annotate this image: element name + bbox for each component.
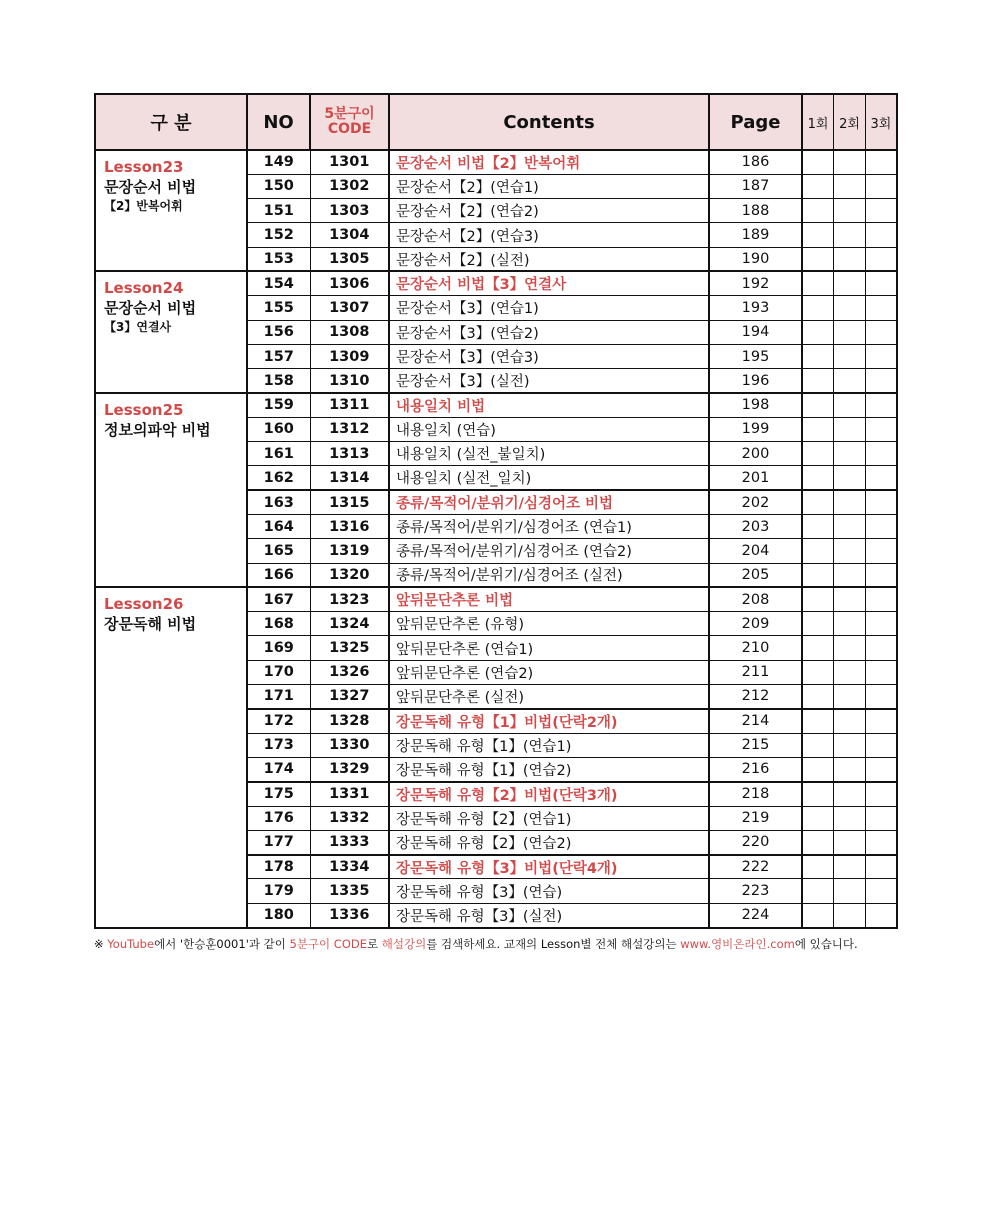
row-no: 150 — [247, 174, 310, 198]
footnote-site-link[interactable]: www.영비온라인.com — [680, 937, 795, 951]
row-code: 1320 — [310, 563, 389, 587]
round-1-checkbox-cell[interactable] — [802, 903, 834, 927]
round-2-checkbox-cell[interactable] — [834, 199, 866, 223]
round-2-checkbox-cell[interactable] — [834, 685, 866, 709]
row-content: 내용일치 (연습) — [389, 417, 709, 441]
row-page: 187 — [709, 174, 802, 198]
round-3-checkbox-cell[interactable] — [865, 660, 897, 684]
round-3-checkbox-cell[interactable] — [865, 393, 897, 417]
row-code: 1331 — [310, 782, 389, 806]
footnote-mark: ※ — [94, 937, 108, 951]
row-content: 문장순서 비법【2】반복어휘 — [389, 150, 709, 174]
row-code: 1315 — [310, 490, 389, 514]
row-content: 내용일치 비법 — [389, 393, 709, 417]
round-1-checkbox-cell[interactable] — [802, 417, 834, 441]
row-code: 1304 — [310, 223, 389, 247]
row-content: 문장순서【3】(연습1) — [389, 296, 709, 320]
row-no: 168 — [247, 612, 310, 636]
row-page: 190 — [709, 247, 802, 271]
row-code: 1328 — [310, 709, 389, 733]
round-1-checkbox-cell[interactable] — [802, 223, 834, 247]
row-content: 앞뒤문단추론 (유형) — [389, 612, 709, 636]
row-no: 170 — [247, 660, 310, 684]
round-2-checkbox-cell[interactable] — [834, 174, 866, 198]
round-3-checkbox-cell[interactable] — [865, 612, 897, 636]
round-1-checkbox-cell[interactable] — [802, 879, 834, 903]
round-2-checkbox-cell[interactable] — [834, 660, 866, 684]
footnote-text-3: 를 검색하세요. 교재의 Lesson별 전체 해설강의는 — [426, 937, 681, 951]
round-1-checkbox-cell[interactable] — [802, 806, 834, 830]
round-3-checkbox-cell[interactable] — [865, 709, 897, 733]
row-code: 1313 — [310, 442, 389, 466]
row-page: 202 — [709, 490, 802, 514]
row-code: 1324 — [310, 612, 389, 636]
round-3-checkbox-cell[interactable] — [865, 442, 897, 466]
table-row — [95, 587, 897, 611]
row-code: 1306 — [310, 271, 389, 295]
row-content: 장문독해 유형【1】(연습1) — [389, 733, 709, 757]
row-page: 189 — [709, 223, 802, 247]
round-1-checkbox-cell[interactable] — [802, 296, 834, 320]
row-content: 앞뒤문단추론 (실전) — [389, 685, 709, 709]
table-row — [95, 271, 897, 295]
row-code: 1312 — [310, 417, 389, 441]
row-code: 1327 — [310, 685, 389, 709]
row-no: 151 — [247, 199, 310, 223]
row-no: 174 — [247, 757, 310, 781]
footnote-youtube: YouTube — [107, 937, 155, 951]
row-content: 문장순서 비법【3】연결사 — [389, 271, 709, 295]
round-2-checkbox-cell[interactable] — [834, 320, 866, 344]
header-group: 구 분 — [95, 94, 247, 150]
lesson-title: 문장순서 비법 — [104, 299, 197, 318]
round-2-checkbox-cell[interactable] — [834, 757, 866, 781]
lesson-title: 정보의파악 비법 — [104, 420, 211, 439]
row-page: 188 — [709, 199, 802, 223]
row-code: 1307 — [310, 296, 389, 320]
header-no: NO — [247, 94, 310, 150]
round-1-checkbox-cell[interactable] — [802, 855, 834, 879]
row-code: 1329 — [310, 757, 389, 781]
round-3-checkbox-cell[interactable] — [865, 757, 897, 781]
row-content: 문장순서【3】(실전) — [389, 369, 709, 393]
row-no: 176 — [247, 806, 310, 830]
round-2-checkbox-cell[interactable] — [834, 612, 866, 636]
footnote-code: 5분구이 CODE — [289, 937, 368, 951]
row-page: 210 — [709, 636, 802, 660]
round-3-checkbox-cell[interactable] — [865, 806, 897, 830]
row-no: 167 — [247, 587, 310, 611]
round-1-checkbox-cell[interactable] — [802, 199, 834, 223]
round-3-checkbox-cell[interactable] — [865, 903, 897, 927]
row-page: 201 — [709, 466, 802, 490]
row-content: 앞뒤문단추론 비법 — [389, 587, 709, 611]
row-code: 1302 — [310, 174, 389, 198]
row-page: 219 — [709, 806, 802, 830]
row-content: 장문독해 유형【2】비법(단락3개) — [389, 782, 709, 806]
round-3-checkbox-cell[interactable] — [865, 855, 897, 879]
row-no: 158 — [247, 369, 310, 393]
row-no: 154 — [247, 271, 310, 295]
lesson-subtitle: 【3】연결사 — [104, 320, 172, 335]
round-2-checkbox-cell[interactable] — [834, 247, 866, 271]
lesson-subtitle: 【2】반복어휘 — [104, 199, 183, 213]
round-3-checkbox-cell[interactable] — [865, 344, 897, 368]
round-1-checkbox-cell[interactable] — [802, 636, 834, 660]
round-2-checkbox-cell[interactable] — [834, 490, 866, 514]
row-no: 166 — [247, 563, 310, 587]
round-1-checkbox-cell[interactable] — [802, 782, 834, 806]
row-content: 장문독해 유형【2】(연습2) — [389, 830, 709, 854]
round-3-checkbox-cell[interactable] — [865, 247, 897, 271]
header-contents: Contents — [389, 94, 709, 150]
row-page: 215 — [709, 733, 802, 757]
row-no: 172 — [247, 709, 310, 733]
row-content: 내용일치 (실전_불일치) — [389, 442, 709, 466]
footnote-text-2: 로 — [367, 937, 382, 951]
row-no: 175 — [247, 782, 310, 806]
row-page: 224 — [709, 903, 802, 927]
round-2-checkbox-cell[interactable] — [834, 830, 866, 854]
row-page: 209 — [709, 612, 802, 636]
row-no: 177 — [247, 830, 310, 854]
row-no: 165 — [247, 539, 310, 563]
row-code: 1325 — [310, 636, 389, 660]
lesson-label: Lesson23 — [104, 158, 184, 176]
row-content: 문장순서【2】(연습3) — [389, 223, 709, 247]
round-1-checkbox-cell[interactable] — [802, 320, 834, 344]
footnote-text-1: 에서 '한승훈0001'과 같이 — [154, 937, 290, 951]
row-no: 157 — [247, 344, 310, 368]
round-3-checkbox-cell[interactable] — [865, 879, 897, 903]
lesson-group-cell — [95, 150, 247, 271]
round-2-checkbox-cell[interactable] — [834, 271, 866, 295]
row-no: 171 — [247, 685, 310, 709]
round-2-checkbox-cell[interactable] — [834, 587, 866, 611]
round-3-checkbox-cell[interactable] — [865, 636, 897, 660]
header-row — [95, 94, 897, 150]
round-3-checkbox-cell[interactable] — [865, 369, 897, 393]
row-code: 1326 — [310, 660, 389, 684]
row-no: 161 — [247, 442, 310, 466]
header-round-2: 2회 — [834, 94, 866, 150]
round-2-checkbox-cell[interactable] — [834, 903, 866, 927]
round-2-checkbox-cell[interactable] — [834, 782, 866, 806]
row-content: 종류/목적어/분위기/심경어조 (실전) — [389, 563, 709, 587]
round-2-checkbox-cell[interactable] — [834, 855, 866, 879]
row-page: 199 — [709, 417, 802, 441]
lesson-label: Lesson25 — [104, 400, 184, 419]
round-1-checkbox-cell[interactable] — [802, 733, 834, 757]
row-code: 1333 — [310, 830, 389, 854]
row-content: 문장순서【2】(연습2) — [389, 199, 709, 223]
row-code: 1310 — [310, 369, 389, 393]
row-code: 1316 — [310, 514, 389, 538]
round-1-checkbox-cell[interactable] — [802, 174, 834, 198]
row-page: 220 — [709, 830, 802, 854]
round-3-checkbox-cell[interactable] — [865, 685, 897, 709]
round-3-checkbox-cell[interactable] — [865, 490, 897, 514]
row-code: 1309 — [310, 344, 389, 368]
row-content: 앞뒤문단추론 (연습2) — [389, 660, 709, 684]
row-code: 1335 — [310, 879, 389, 903]
row-page: 192 — [709, 271, 802, 295]
row-page: 193 — [709, 296, 802, 320]
lesson-label: Lesson26 — [104, 595, 184, 614]
row-content: 앞뒤문단추론 (연습1) — [389, 636, 709, 660]
round-2-checkbox-cell[interactable] — [834, 466, 866, 490]
row-page: 204 — [709, 539, 802, 563]
round-3-checkbox-cell[interactable] — [865, 296, 897, 320]
round-2-checkbox-cell[interactable] — [834, 150, 866, 174]
row-content: 문장순서【2】(연습1) — [389, 174, 709, 198]
row-content: 장문독해 유형【1】(연습2) — [389, 757, 709, 781]
round-3-checkbox-cell[interactable] — [865, 466, 897, 490]
row-page: 222 — [709, 855, 802, 879]
row-code: 1332 — [310, 806, 389, 830]
round-3-checkbox-cell[interactable] — [865, 782, 897, 806]
round-2-checkbox-cell[interactable] — [834, 733, 866, 757]
round-2-checkbox-cell[interactable] — [834, 344, 866, 368]
round-1-checkbox-cell[interactable] — [802, 539, 834, 563]
round-1-checkbox-cell[interactable] — [802, 490, 834, 514]
round-3-checkbox-cell[interactable] — [865, 587, 897, 611]
round-2-checkbox-cell[interactable] — [834, 296, 866, 320]
row-no: 159 — [247, 393, 310, 417]
row-no: 155 — [247, 296, 310, 320]
row-code: 1323 — [310, 587, 389, 611]
row-code: 1308 — [310, 320, 389, 344]
row-content: 장문독해 유형【1】비법(단락2개) — [389, 709, 709, 733]
row-code: 1311 — [310, 393, 389, 417]
header-round-1: 1회 — [802, 94, 834, 150]
row-code: 1319 — [310, 539, 389, 563]
lesson-group-cell — [95, 271, 247, 392]
row-content: 장문독해 유형【3】(실전) — [389, 903, 709, 927]
row-content: 내용일치 (실전_일치) — [389, 466, 709, 490]
table-body — [95, 150, 897, 928]
round-2-checkbox-cell[interactable] — [834, 636, 866, 660]
row-no: 149 — [247, 150, 310, 174]
round-3-checkbox-cell[interactable] — [865, 199, 897, 223]
round-2-checkbox-cell[interactable] — [834, 417, 866, 441]
row-code: 1314 — [310, 466, 389, 490]
row-code: 1303 — [310, 199, 389, 223]
lesson-group-cell — [95, 587, 247, 927]
round-2-checkbox-cell[interactable] — [834, 223, 866, 247]
round-3-checkbox-cell[interactable] — [865, 271, 897, 295]
row-no: 164 — [247, 514, 310, 538]
round-1-checkbox-cell[interactable] — [802, 369, 834, 393]
round-2-checkbox-cell[interactable] — [834, 514, 866, 538]
round-1-checkbox-cell[interactable] — [802, 587, 834, 611]
footnote — [94, 936, 896, 952]
row-content: 문장순서【3】(연습3) — [389, 344, 709, 368]
row-no: 173 — [247, 733, 310, 757]
round-3-checkbox-cell[interactable] — [865, 539, 897, 563]
lesson-index-table — [94, 93, 898, 929]
round-2-checkbox-cell[interactable] — [834, 879, 866, 903]
row-code: 1336 — [310, 903, 389, 927]
round-3-checkbox-cell[interactable] — [865, 417, 897, 441]
row-no: 179 — [247, 879, 310, 903]
row-page: 186 — [709, 150, 802, 174]
row-content: 장문독해 유형【3】(연습) — [389, 879, 709, 903]
round-1-checkbox-cell[interactable] — [802, 393, 834, 417]
row-page: 208 — [709, 587, 802, 611]
row-page: 218 — [709, 782, 802, 806]
header-page: Page — [709, 94, 802, 150]
row-page: 212 — [709, 685, 802, 709]
row-page: 200 — [709, 442, 802, 466]
round-1-checkbox-cell[interactable] — [802, 514, 834, 538]
round-2-checkbox-cell[interactable] — [834, 393, 866, 417]
round-2-checkbox-cell[interactable] — [834, 442, 866, 466]
row-content: 종류/목적어/분위기/심경어조 (연습2) — [389, 539, 709, 563]
round-1-checkbox-cell[interactable] — [802, 150, 834, 174]
round-1-checkbox-cell[interactable] — [802, 466, 834, 490]
row-page: 216 — [709, 757, 802, 781]
row-content: 장문독해 유형【2】(연습1) — [389, 806, 709, 830]
row-content: 종류/목적어/분위기/심경어조 (연습1) — [389, 514, 709, 538]
round-1-checkbox-cell[interactable] — [802, 271, 834, 295]
round-1-checkbox-cell[interactable] — [802, 247, 834, 271]
lesson-title: 장문독해 비법 — [104, 615, 197, 634]
row-code: 1301 — [310, 150, 389, 174]
header-code-line1: 5분구이 — [324, 106, 375, 122]
round-1-checkbox-cell[interactable] — [802, 660, 834, 684]
round-3-checkbox-cell[interactable] — [865, 563, 897, 587]
round-1-checkbox-cell[interactable] — [802, 757, 834, 781]
footnote-text-4: 에 있습니다. — [794, 937, 858, 951]
row-content: 문장순서【2】(실전) — [389, 247, 709, 271]
row-no: 153 — [247, 247, 310, 271]
row-content: 종류/목적어/분위기/심경어조 비법 — [389, 490, 709, 514]
header-round-3: 3회 — [865, 94, 897, 150]
row-no: 163 — [247, 490, 310, 514]
row-no: 156 — [247, 320, 310, 344]
row-page: 223 — [709, 879, 802, 903]
row-page: 214 — [709, 709, 802, 733]
row-code: 1305 — [310, 247, 389, 271]
footnote-lecture: 해설강의 — [381, 937, 427, 951]
row-no: 152 — [247, 223, 310, 247]
round-1-checkbox-cell[interactable] — [802, 612, 834, 636]
round-3-checkbox-cell[interactable] — [865, 733, 897, 757]
row-no: 178 — [247, 855, 310, 879]
row-page: 211 — [709, 660, 802, 684]
round-3-checkbox-cell[interactable] — [865, 174, 897, 198]
row-no: 169 — [247, 636, 310, 660]
round-1-checkbox-cell[interactable] — [802, 442, 834, 466]
round-3-checkbox-cell[interactable] — [865, 514, 897, 538]
row-content: 장문독해 유형【3】비법(단락4개) — [389, 855, 709, 879]
lesson-label: Lesson24 — [104, 279, 184, 298]
round-1-checkbox-cell[interactable] — [802, 830, 834, 854]
round-2-checkbox-cell[interactable] — [834, 539, 866, 563]
row-code: 1334 — [310, 855, 389, 879]
round-3-checkbox-cell[interactable] — [865, 830, 897, 854]
row-page: 198 — [709, 393, 802, 417]
row-no: 180 — [247, 903, 310, 927]
row-page: 195 — [709, 344, 802, 368]
round-3-checkbox-cell[interactable] — [865, 150, 897, 174]
row-page: 196 — [709, 369, 802, 393]
round-1-checkbox-cell[interactable] — [802, 685, 834, 709]
lesson-title: 문장순서 비법 — [104, 178, 197, 196]
row-no: 162 — [247, 466, 310, 490]
round-2-checkbox-cell[interactable] — [834, 709, 866, 733]
round-3-checkbox-cell[interactable] — [865, 223, 897, 247]
round-2-checkbox-cell[interactable] — [834, 369, 866, 393]
round-1-checkbox-cell[interactable] — [802, 563, 834, 587]
round-2-checkbox-cell[interactable] — [834, 563, 866, 587]
row-page: 205 — [709, 563, 802, 587]
table-row — [95, 393, 897, 417]
row-content: 문장순서【3】(연습2) — [389, 320, 709, 344]
header-code-line2: CODE — [327, 121, 372, 137]
row-page: 203 — [709, 514, 802, 538]
round-3-checkbox-cell[interactable] — [865, 320, 897, 344]
table-row — [95, 150, 897, 174]
lesson-group-cell — [95, 393, 247, 587]
round-1-checkbox-cell[interactable] — [802, 344, 834, 368]
row-page: 194 — [709, 320, 802, 344]
row-no: 160 — [247, 417, 310, 441]
round-1-checkbox-cell[interactable] — [802, 709, 834, 733]
header-code — [310, 94, 389, 150]
row-code: 1330 — [310, 733, 389, 757]
round-2-checkbox-cell[interactable] — [834, 806, 866, 830]
